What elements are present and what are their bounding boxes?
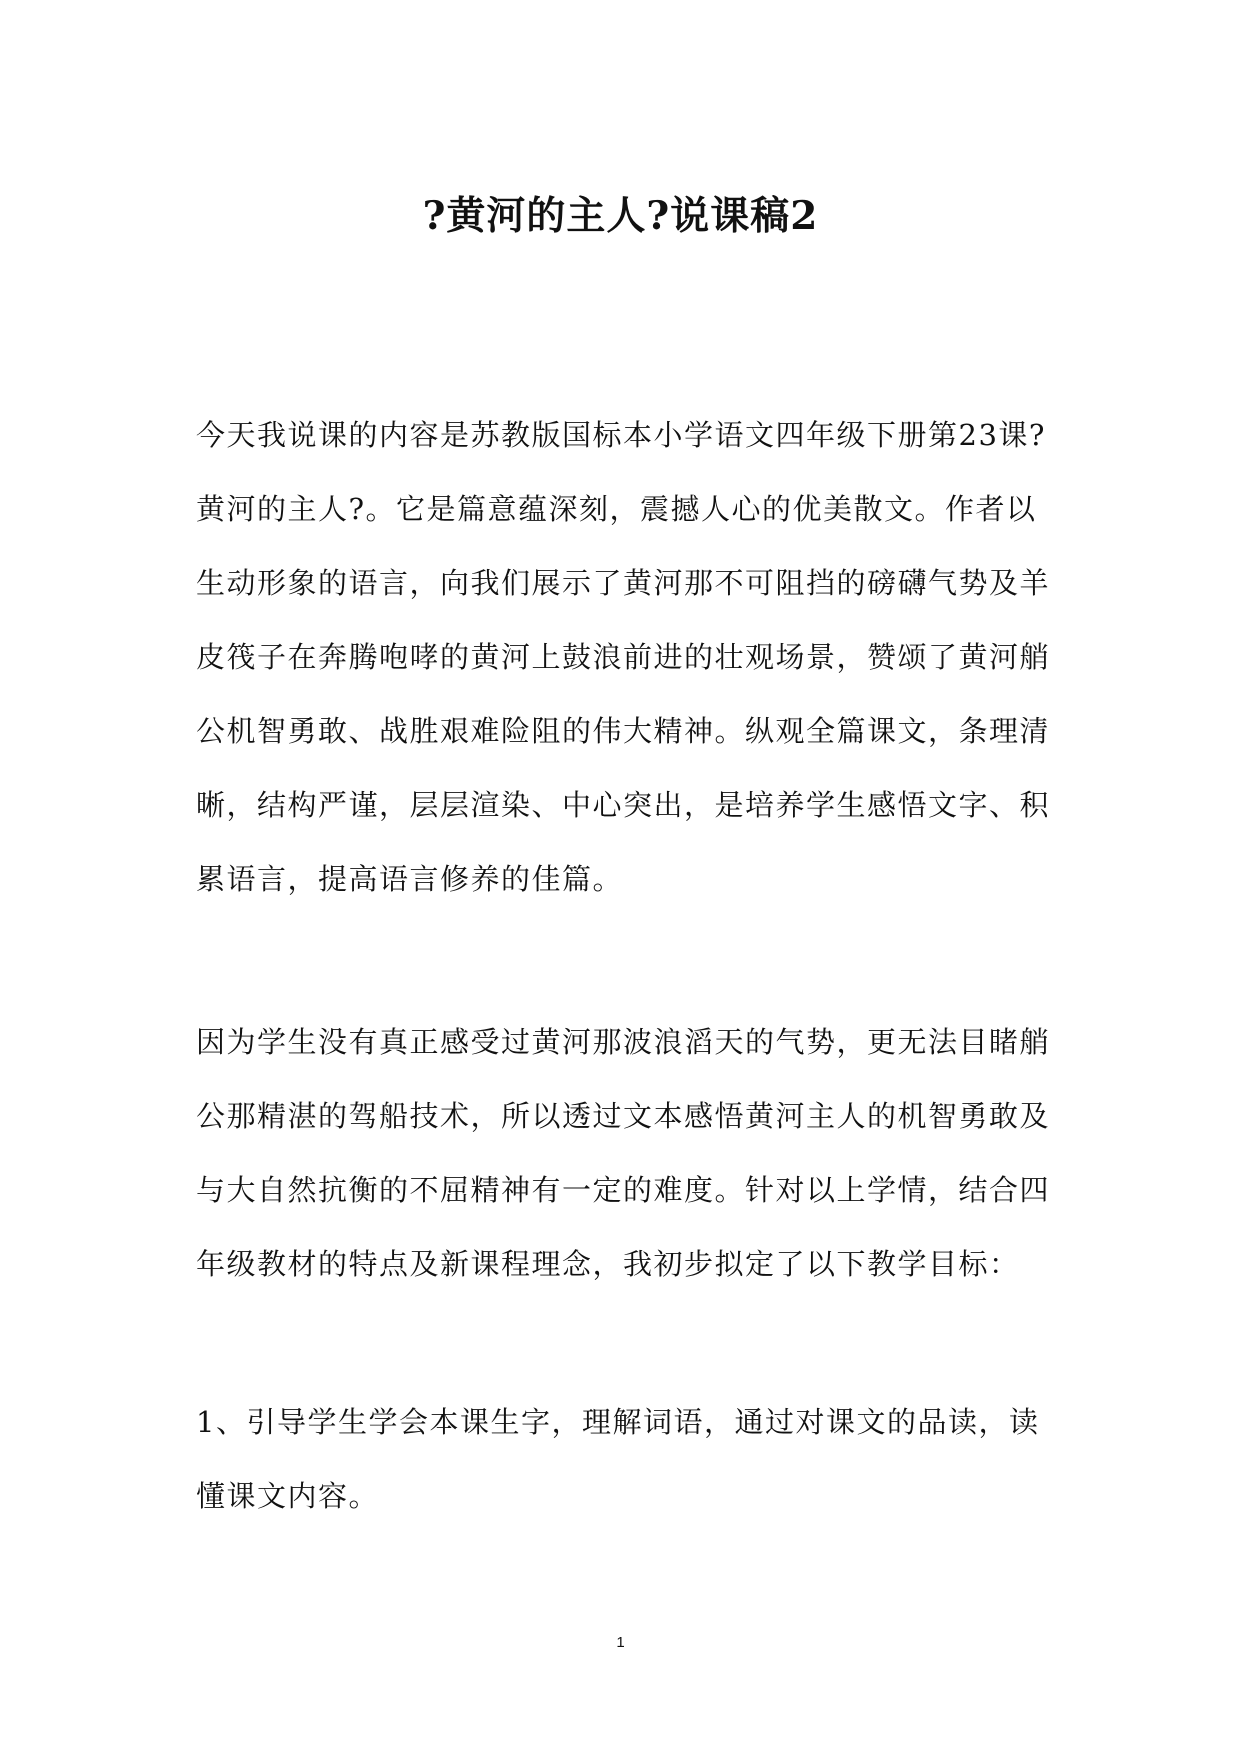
paragraph-intro: 今天我说课的内容是苏教版国标本小学语文四年级下册第23课?黄河的主人?。它是篇意蕴深刻，震撼人心的优美散文。作者以生动形象的语言，向我们展示了黄河那不可阻挡的磅礴气势及羊皮筏子在奔腾咆哮的黄河上鼓浪前进的壮观场景，赞颂了黄河艄公机智勇敢、战胜艰难险阻的伟大精神。纵观全篇课文，条理清晰，结构严谨，层层渲染、中心突出，是培养学生感悟文字、积累语言，提高语言修养的佳篇。 <box>196 418 1051 896</box>
document-title: ?黄河的主人?说课稿2 <box>422 193 819 240</box>
paragraph-learner-analysis: 因为学生没有真正感受过黄河那波浪滔天的气势，更无法目睹艄公那精湛的驾船技术，所以透过文本感悟黄河主人的机智勇敢及与大自然抗衡的不屈精神有一定的难度。针对以上学情，结合四年级教材的特点及新课程理念，我初步拟定了以下教学目标： <box>196 1025 1051 1281</box>
paragraph-objective-1: 1、引导学生学会本课生字，理解词语，通过对课文的品读，读懂课文内容。 <box>196 1405 1040 1513</box>
page-number: 1 <box>616 1634 625 1651</box>
